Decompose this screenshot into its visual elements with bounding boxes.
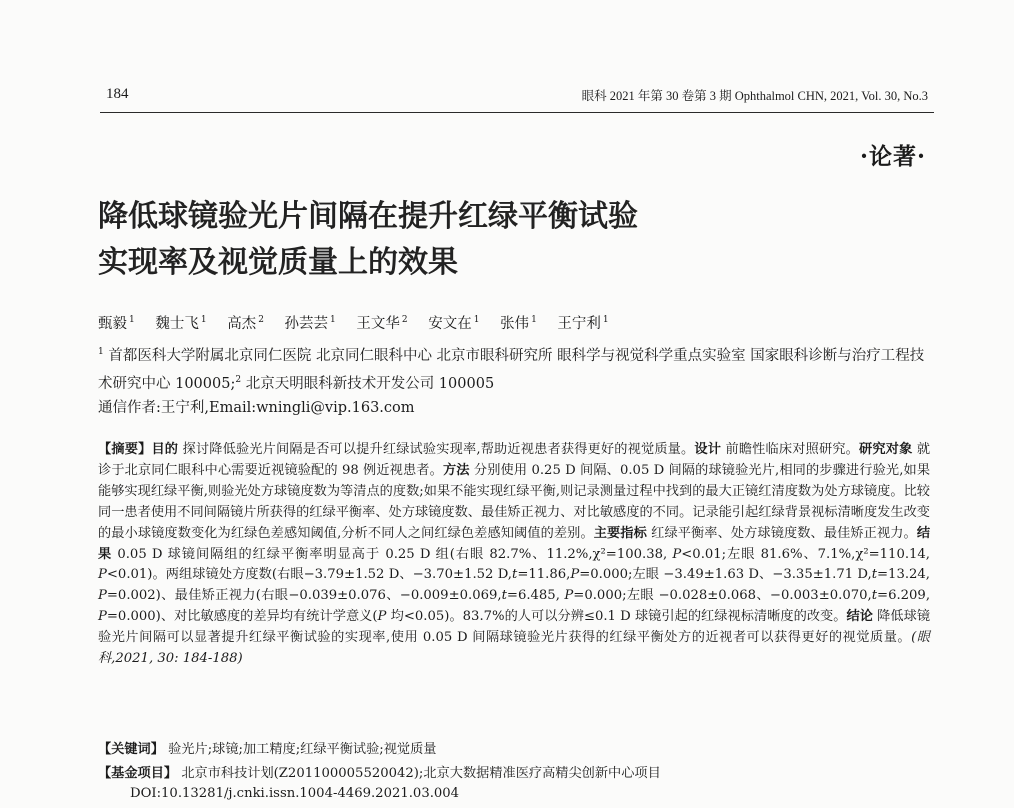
author: 王文华 $^2$ xyxy=(356,315,408,332)
section-label: ·论著· xyxy=(859,143,926,170)
author: 高杰 $^2$ xyxy=(227,315,264,332)
abstract: 【摘要】目的 探讨降低验光片间隔是否可以提升红绿试验实现率,帮助近视患者获得更好的视觉质量。设计 前瞻性临床对照研究。研究对象 就诊于北京同仁眼科中心需要近视镜验配的 98 例近视患者。方法 分别使用 0.25 D 间隔、0.05 D 间隔的球镜验光片,相同的步骤进行验光,如果能够实现红绿平衡,则验光处方球镜度数为等清点的度数;如果不能实现红绿平衡,则记录测量过程中找到的最大正镜红清度数为处方球镜度。比较同一患者使用不同间隔镜片所获得的红绿平衡率、处方球镜度数、最佳矫正视力、对比敏感度的不同。记录能引起红绿背景视标清晰度发生改变的最小球镜度数变化为红绿色差感知阈值,分析不同人之间红绿色差感知阈值的差别。主要指标 红绿平衡率、处方球镜度数、最佳矫正视力。结果 0.05 D 球镜间隔组的红绿平衡率明显高于 0.25 D 组(右眼 82.7%、11.2%,χ²=100.38, P<0.01;左眼 81.6%、7.1%,χ²=110.14, P<0.01)。两组球镜处方度数(右眼−3.79±1.52 D、−3.70±1.52 D,t=11.86,P=0.000;左眼 −3.49±1.63 D、−3.35±1.71 D,t=13.24, P=0.002)、最佳矫正视力(右眼−0.039±0.076、−0.009±0.069,t=6.485, P=0.000;左眼 −0.028±0.068、−0.003±0.070,t=6.209, P=0.000)、对比敏感度的差异均有统计学意义(P 均<0.05)。83.7%的人可以分辨≤0.1 D 球镜引起的红绿视标清晰度的改变。结论 降低球镜验光片间隔可以显著提升红绿平衡试验的实现率,使用 0.05 D 间隔球镜验光片获得的红绿平衡处方的近视者可以获得更好的视觉质量。(眼科,2021, 30: 184-188) xyxy=(98,442,931,667)
author-list xyxy=(98,312,625,333)
title-line-1: 降低球镜验光片间隔在提升红绿平衡试验 xyxy=(98,199,638,234)
funding: 【基金项目】 北京市科技计划(Z201100005520042);北京大数据精准医疗高精尖创新中心项目 xyxy=(98,766,661,781)
journal-running-header: 眼科 2021 年第 30 卷第 3 期 Ophthalmol CHN, 2021, Vol. 30, No.3 xyxy=(581,89,928,103)
author: 安文在 $^1$ xyxy=(428,315,480,332)
author: 王宁利 $^1$ xyxy=(557,315,609,332)
author: 孙芸芸 $^1$ xyxy=(284,315,336,332)
header-rule xyxy=(100,112,934,113)
author: 魏士飞 $^1$ xyxy=(155,315,207,332)
corresponding-author: 通信作者:王宁利,Email:wningli@vip.163.com xyxy=(98,400,415,416)
author: 甄毅 $^1$ xyxy=(98,315,135,332)
author: 张伟 $^1$ xyxy=(500,315,537,332)
title-line-2: 实现率及视觉质量上的效果 xyxy=(98,245,458,280)
keywords: 【关键词】 验光片;球镜;加工精度;红绿平衡试验;视觉质量 xyxy=(98,742,437,757)
page-number: 184 xyxy=(106,86,129,102)
affiliations: $^1$ 首都医科大学附属北京同仁医院 北京同仁眼科中心 北京市眼科研究所 眼科学与视觉科学重点实验室 国家眼科诊断与治疗工程技术研究中心 100005;$^2$ 北京天明眼科新技术开发公司 100005 xyxy=(98,347,925,392)
doi: DOI:10.13281/j.cnki.issn.1004-4469.2021.03.004 xyxy=(130,786,460,801)
article-title xyxy=(98,194,638,286)
